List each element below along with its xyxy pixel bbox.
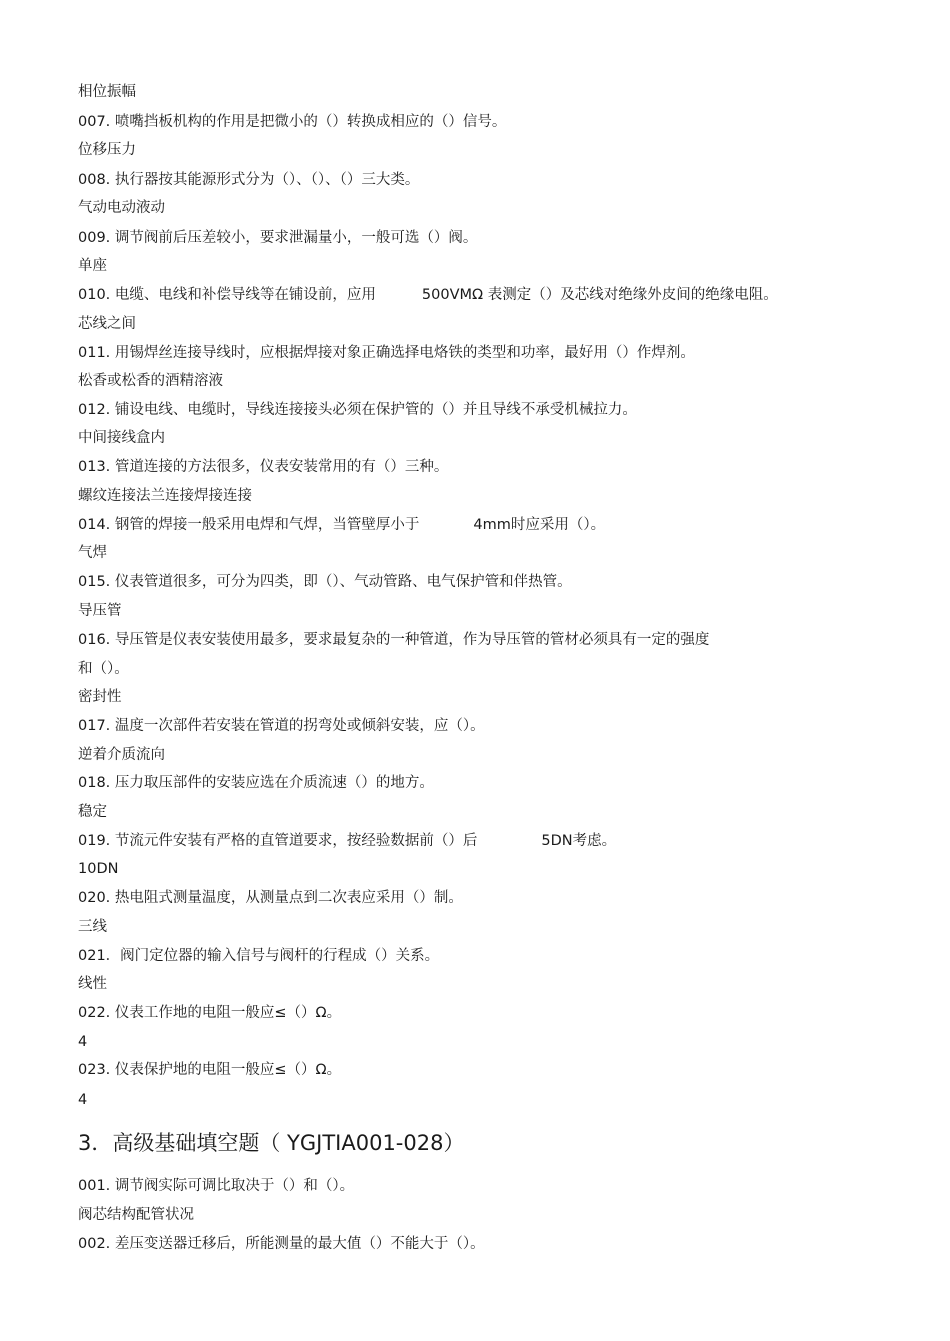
question-016: 016. 导压管是仪表安装使用最多，要求最复杂的一种管道，作为导压管的管材必须具有一定的强度 [78,632,710,648]
question-009: 009. 调节阀前后压差较小，要求泄漏量小，一般可选（）阀。 [78,230,478,246]
answer-line: 气焊 [78,545,107,561]
answer-line: 10DN [78,861,119,877]
answer-line: 螺纹连接法兰连接焊接连接 [78,488,252,504]
section-heading: 3．高级基础填空题（ YGJTIA001-028） [78,1131,465,1155]
answer-line: 三线 [78,919,107,935]
question-010 [78,286,778,304]
question-013: 013. 管道连接的方法很多，仪表安装常用的有（）三种。 [78,459,449,475]
question-014 [78,516,605,534]
answer-line: 密封性 [78,689,122,705]
answer-line: 4 [78,1034,88,1050]
answer-line: 阀芯结构配管状况 [78,1207,194,1223]
answer-line: 逆着介质流向 [78,747,165,763]
answer-line: 单座 [78,258,107,274]
question-018: 018. 压力取压部件的安装应选在介质流速（）的地方。 [78,775,434,791]
question-022: 022. 仪表工作地的电阻一般应≤（）Ω。 [78,1005,342,1021]
section3-question-001: 001. 调节阀实际可调比取决于（）和（）。 [78,1178,355,1194]
question-008: 008. 执行器按其能源形式分为（）、（）、（）三大类。 [78,172,420,188]
question-019-part-b: 5DN考虑。 [541,833,617,849]
question-007: 007. 喷嘴挡板机构的作用是把微小的（）转换成相应的（）信号。 [78,114,507,130]
answer-line: 4 [78,1092,88,1108]
question-021: 021．阀门定位器的输入信号与阀杆的行程成（）关系。 [78,948,440,964]
question-016-continued: 和（）。 [78,661,129,677]
question-015: 015. 仪表管道很多，可分为四类，即（）、气动管路、电气保护管和伴热管。 [78,574,572,590]
question-014-part-a: 014. 钢管的焊接一般采用电焊和气焊，当管壁厚小于 [78,517,420,533]
question-011: 011. 用锡焊丝连接导线时，应根据焊接对象正确选择电烙铁的类型和功率，最好用（）作焊剂。 [78,345,695,361]
question-010-part-a: 010. 电缆、电线和补偿导线等在铺设前，应用 [78,287,376,303]
answer-line: 气动电动液动 [78,200,165,216]
answer-line: 芯线之间 [78,316,136,332]
question-020: 020. 热电阻式测量温度，从测量点到二次表应采用（）制。 [78,890,463,906]
question-023: 023. 仪表保护地的电阻一般应≤（）Ω。 [78,1062,342,1078]
answer-line: 位移压力 [78,142,136,158]
answer-line: 中间接线盒内 [78,430,165,446]
question-012: 012. 铺设电线、电缆时，导线连接接头必须在保护管的（）并且导线不承受机械拉力。 [78,402,637,418]
answer-line: 相位振幅 [78,84,136,100]
question-014-part-b: 4mm时应采用（）。 [473,517,606,533]
question-017: 017. 温度一次部件若安装在管道的拐弯处或倾斜安装，应（）。 [78,718,485,734]
answer-line: 线性 [78,976,107,992]
question-010-part-b: 500VMΩ 表测定（）及芯线对绝缘外皮间的绝缘电阻。 [421,287,778,303]
section3-question-002: 002. 差压变送器迁移后，所能测量的最大值（）不能大于（）。 [78,1236,485,1252]
answer-line: 松香或松香的酒精溶液 [78,373,223,389]
question-019 [78,832,616,850]
answer-line: 导压管 [78,603,122,619]
question-019-part-a: 019. 节流元件安装有严格的直管道要求，按经验数据前（）后 [78,833,478,849]
answer-line: 稳定 [78,804,107,820]
